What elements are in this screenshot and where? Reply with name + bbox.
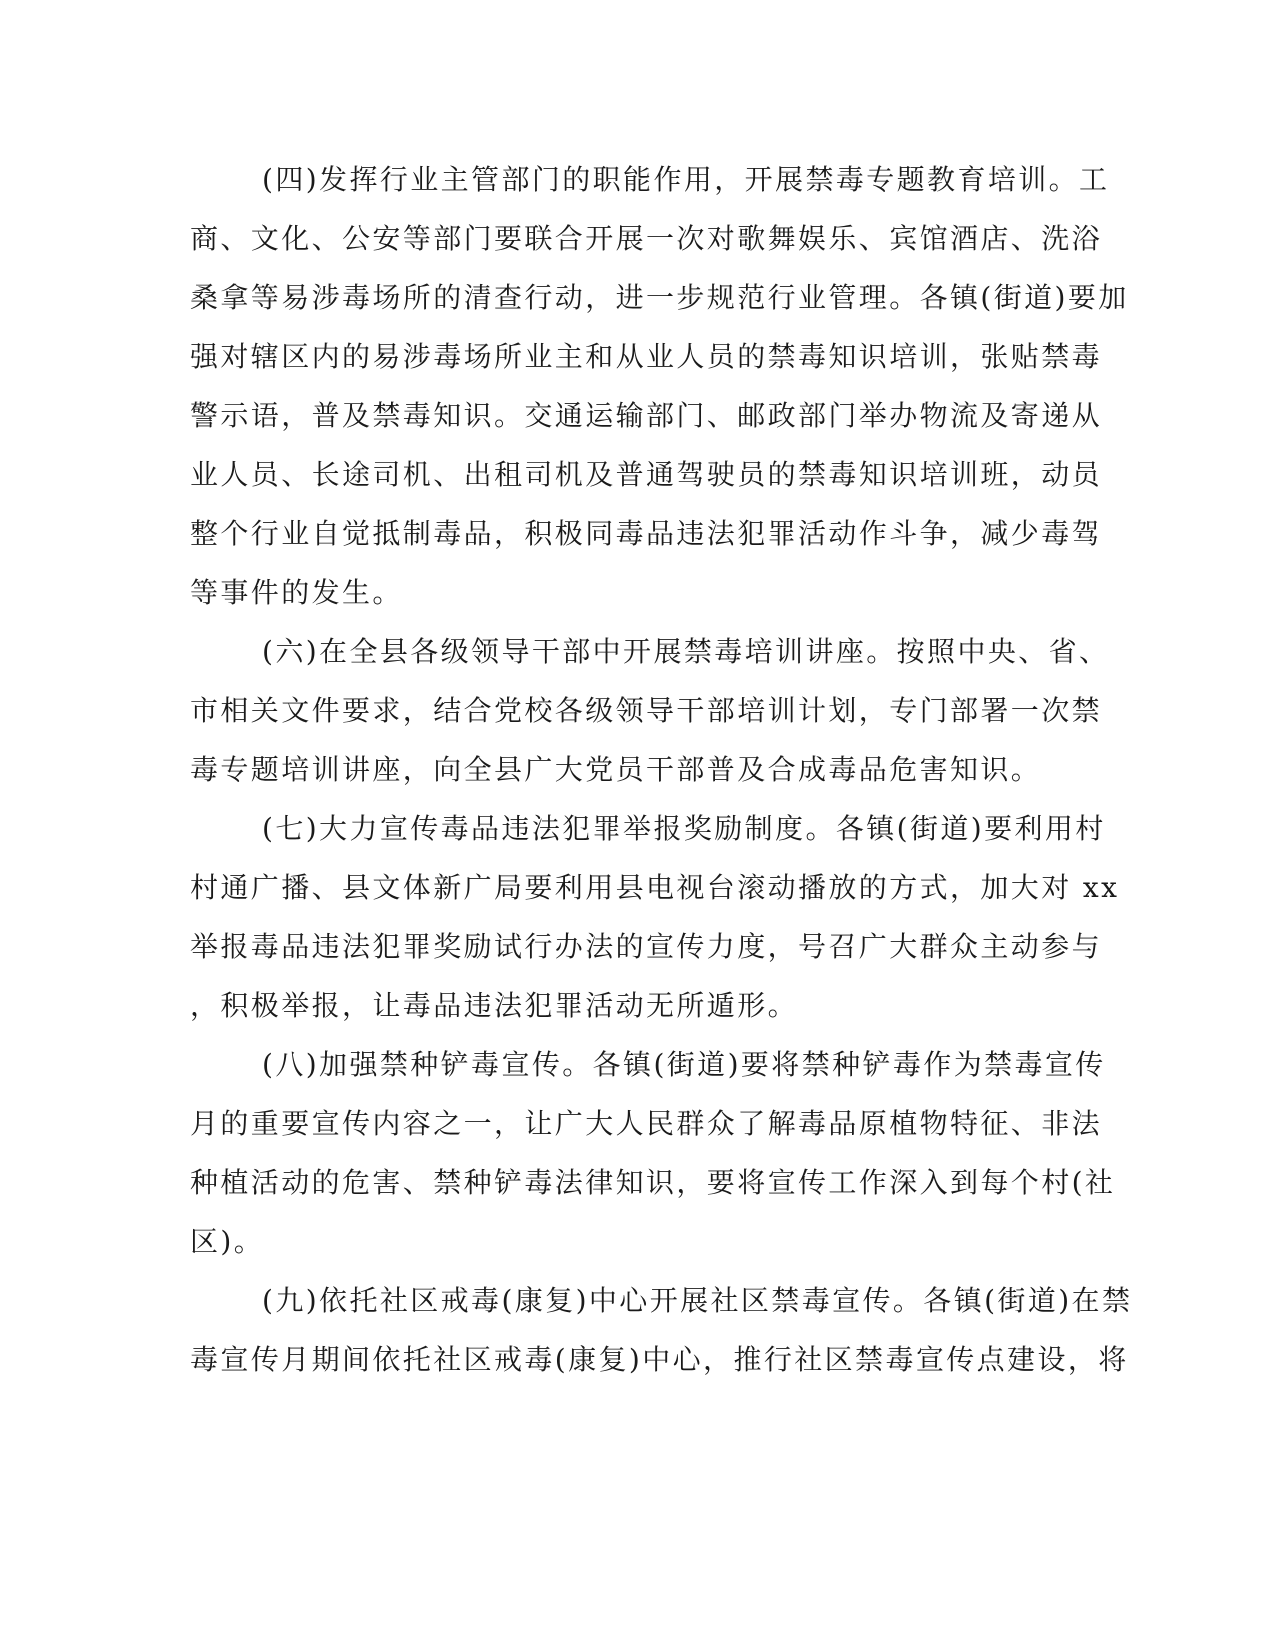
paragraph-4-line-3: 桑拿等易涉毒场所的清查行动，进一步规范行业管理。各镇(街道)要加: [190, 281, 1129, 314]
paragraph-4-line-1: (四)发挥行业主管部门的职能作用，开展禁毒专题教育培训。工: [262, 163, 1110, 196]
paragraph-8-line-4: 区)。: [190, 1225, 265, 1258]
paragraph-4-line-6: 业人员、长途司机、出租司机及普通驾驶员的禁毒知识培训班，动员: [190, 458, 1103, 491]
paragraph-9-line-1: (九)依托社区戒毒(康复)中心开展社区禁毒宣传。各镇(街道)在禁: [262, 1284, 1133, 1317]
paragraph-9-line-2: 毒宣传月期间依托社区戒毒(康复)中心，推行社区禁毒宣传点建设，将: [190, 1343, 1129, 1376]
paragraph-7-line-4: ，积极举报，让毒品违法犯罪活动无所遁形。: [190, 989, 799, 1022]
paragraph-4-line-7: 整个行业自觉抵制毒品，积极同毒品违法犯罪活动作斗争，减少毒驾: [190, 517, 1103, 550]
paragraph-6-line-2: 市相关文件要求，结合党校各级领导干部培训计划，专门部署一次禁: [190, 694, 1103, 727]
paragraph-7-line-3: 举报毒品违法犯罪奖励试行办法的宣传力度，号召广大群众主动参与: [190, 930, 1103, 963]
paragraph-4-line-4: 强对辖区内的易涉毒场所业主和从业人员的禁毒知识培训，张贴禁毒: [190, 340, 1103, 373]
paragraph-8-line-1: (八)加强禁种铲毒宣传。各镇(街道)要将禁种铲毒作为禁毒宣传: [262, 1048, 1106, 1081]
paragraph-8-line-3: 种植活动的危害、禁种铲毒法律知识，要将宣传工作深入到每个村(社: [190, 1166, 1116, 1199]
paragraph-7-line-1: (七)大力宣传毒品违法犯罪举报奖励制度。各镇(街道)要利用村: [262, 812, 1106, 845]
paragraph-4-line-2: 商、文化、公安等部门要联合开展一次对歌舞娱乐、宾馆酒店、洗浴: [190, 222, 1103, 255]
paragraph-6-line-3: 毒专题培训讲座，向全县广大党员干部普及合成毒品危害知识。: [190, 753, 1042, 786]
paragraph-4-line-8: 等事件的发生。: [190, 576, 403, 609]
paragraph-4-line-5: 警示语，普及禁毒知识。交通运输部门、邮政部门举办物流及寄递从: [190, 399, 1103, 432]
paragraph-6-line-1: (六)在全县各级领导干部中开展禁毒培训讲座。按照中央、省、: [262, 635, 1110, 668]
paragraph-7-line-2: 村通广播、县文体新广局要利用县电视台滚动播放的方式，加大对 xx: [190, 871, 1120, 904]
paragraph-8-line-2: 月的重要宣传内容之一，让广大人民群众了解毒品原植物特征、非法: [190, 1107, 1103, 1140]
